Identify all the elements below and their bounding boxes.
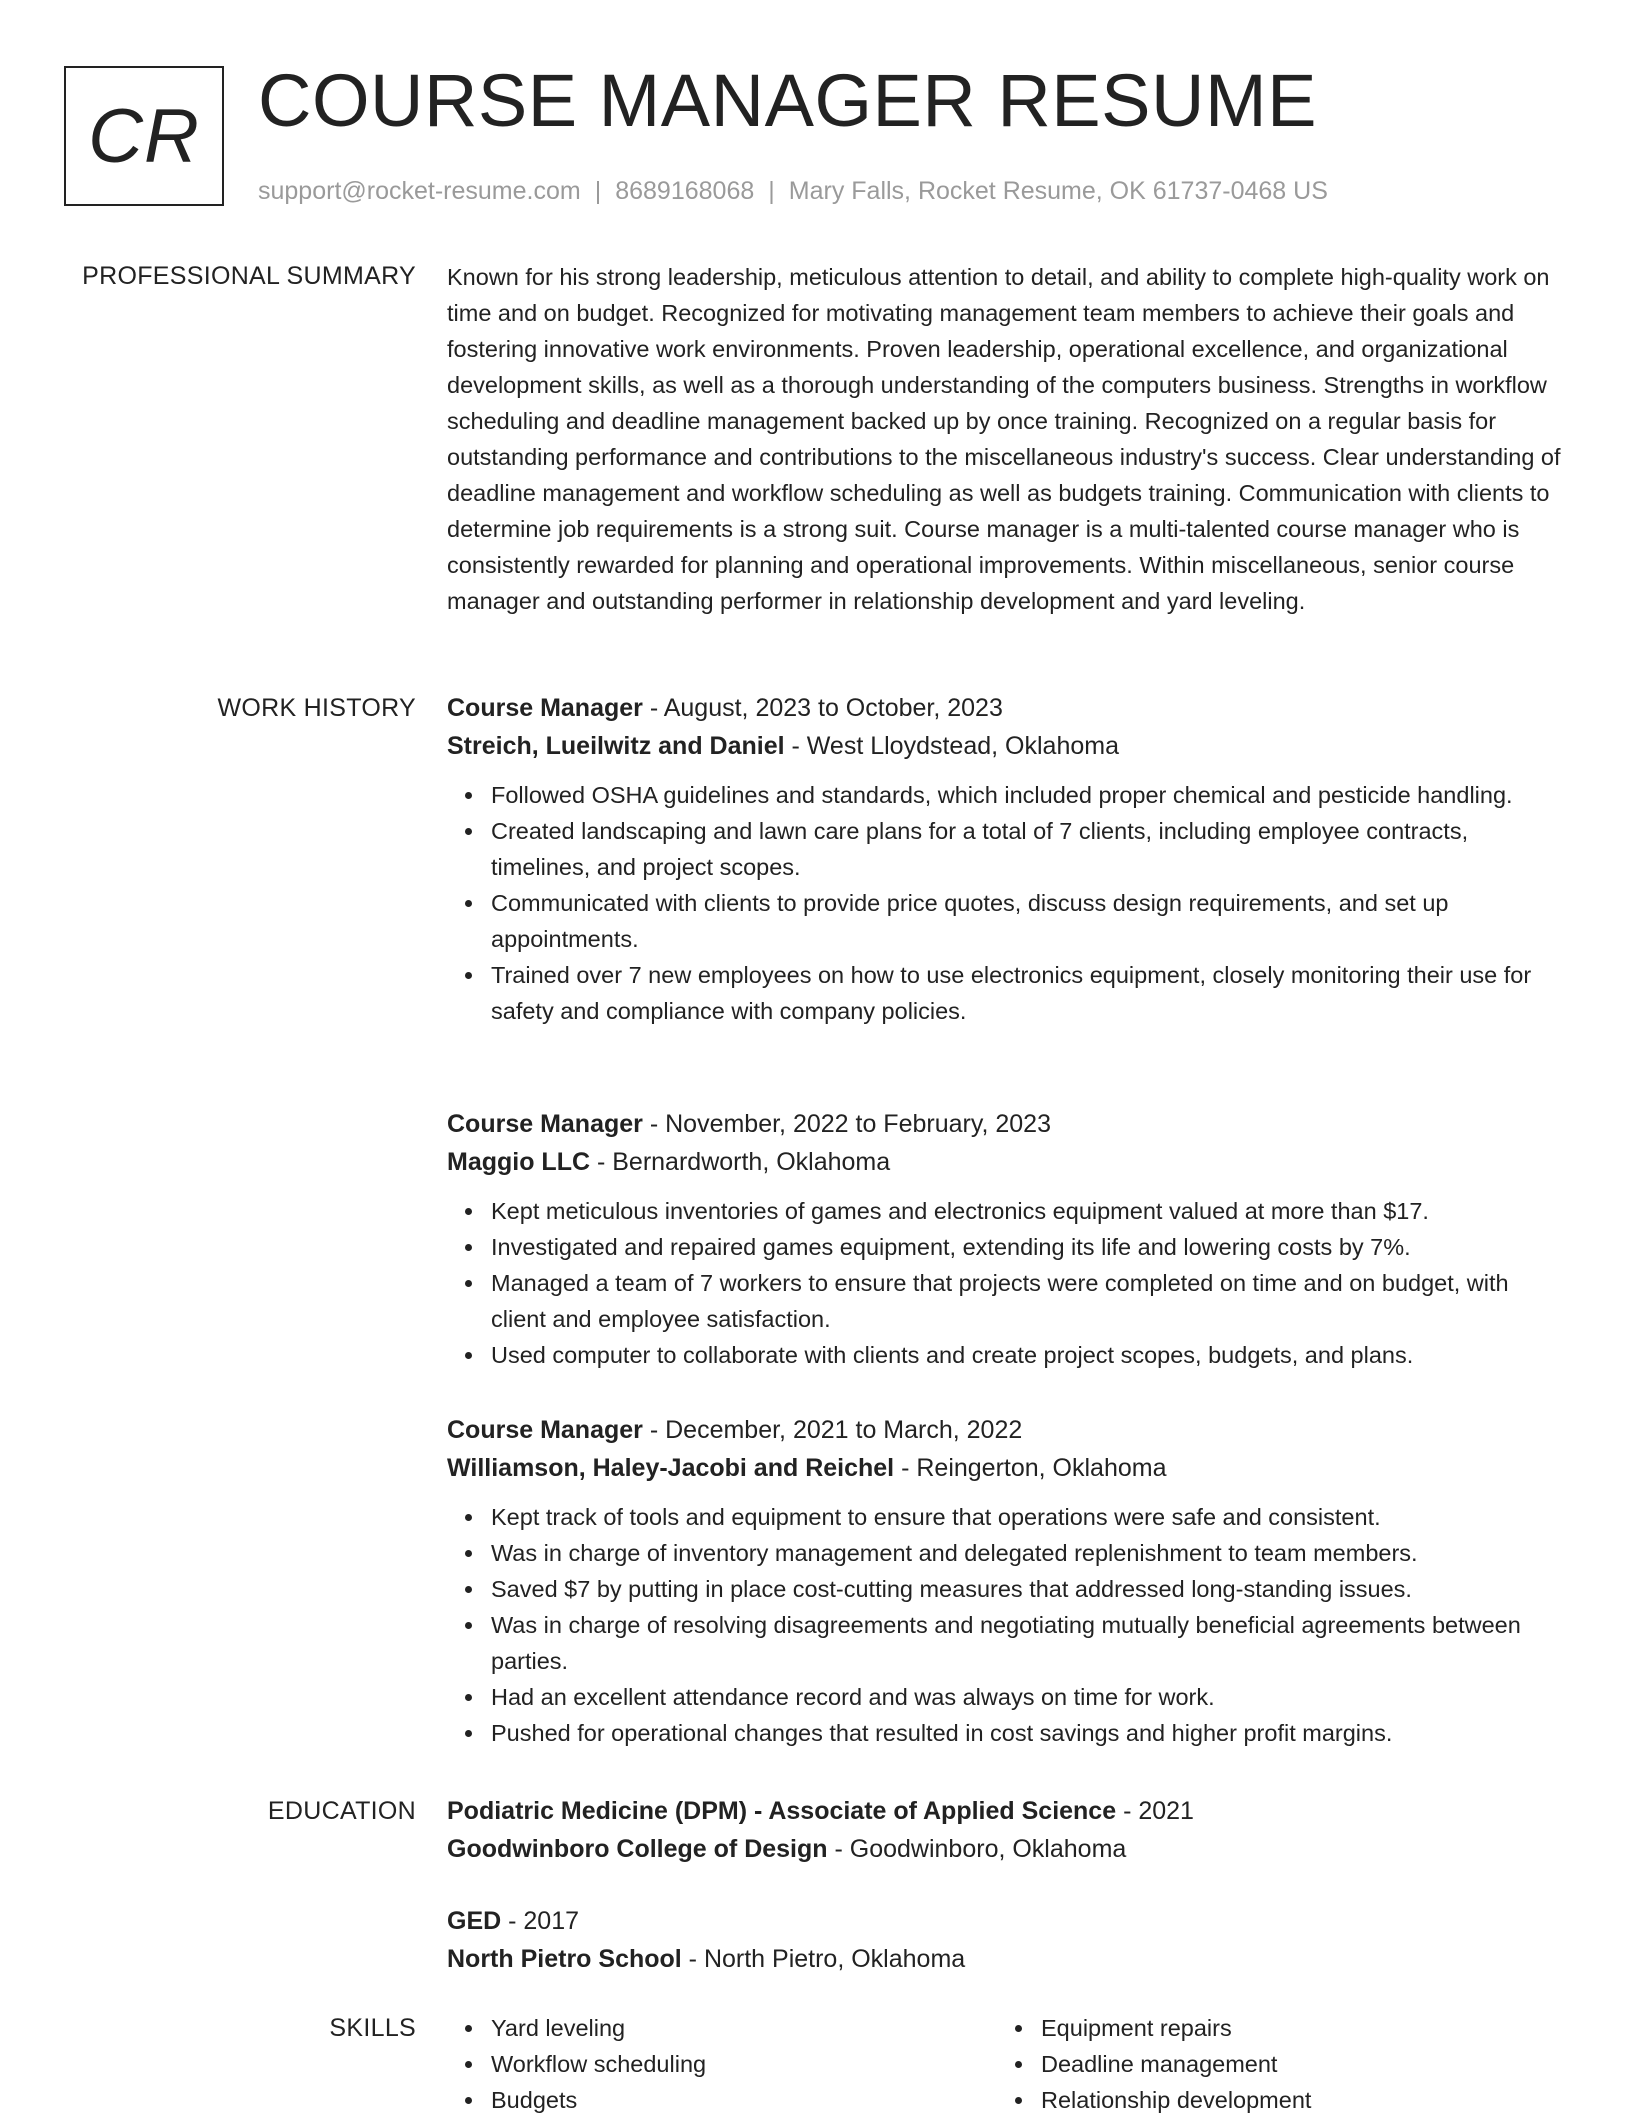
contact-separator: | (768, 177, 775, 205)
skills-section (447, 2010, 1562, 2118)
resume-title: COURSE MANAGER RESUME (258, 59, 1317, 142)
education-entry (447, 1902, 1562, 1978)
summary-text: Known for his strong leadership, meticulous attention to detail, and ability to complete high-quality work on time and on budget. Recognized for motivating management team members to achieve their goals and fostering innovative work environments. Proven leadership, operational excellence, and organizational development skills, as well as a thorough understanding of the computers business. Strengths in workflow scheduling and deadline management backed up by once training. Recognized on a regular basis for outstanding performance and contributions to the miscellaneous industry's success. Clear understanding of deadline management and workflow scheduling as well as budgets training. Communication with clients to determine job requirements is a strong suit. Course manager is a multi-talented course manager who is consistently rewarded for planning and operational improvements. Within miscellaneous, senior course manager and outstanding performer in relationship development and yard leveling. (447, 264, 1561, 614)
school-location: - Goodwinboro, Oklahoma (827, 1835, 1127, 1863)
contact-separator: | (594, 177, 602, 205)
job-duties-list (447, 1499, 1562, 1751)
list-item: Pushed for operational changes that resulted in cost savings and higher profit margins. (491, 1715, 1562, 1751)
job-duties-list (447, 1193, 1562, 1373)
job-title-line (447, 1411, 1562, 1449)
skill-item: Workflow scheduling (491, 2046, 997, 2082)
section-label-education: EDUCATION (267, 1797, 416, 1825)
job-entry (447, 1411, 1562, 1751)
job-dates: - August, 2023 to October, 2023 (642, 694, 1003, 722)
degree-name: GED (447, 1907, 502, 1935)
job-title: Course Manager (447, 1110, 643, 1138)
skill-item: Yard leveling (491, 2010, 997, 2046)
job-company-line (447, 727, 1562, 765)
list-item: Created landscaping and lawn care plans for a total of 7 clients, including employee contracts, timelines, and project scopes. (491, 813, 1562, 885)
school-name: North Pietro School (447, 1945, 682, 1973)
section-label-summary: PROFESSIONAL SUMMARY (82, 262, 416, 290)
skills-list (997, 2010, 1547, 2118)
job-company: Maggio LLC (447, 1148, 591, 1176)
contact-line (258, 174, 1328, 208)
monogram-box (64, 66, 224, 206)
job-location: - Reingerton, Oklahoma (894, 1454, 1167, 1482)
list-item: Followed OSHA guidelines and standards, which included proper chemical and pesticide handling. (491, 777, 1562, 813)
job-dates: - December, 2021 to March, 2022 (642, 1416, 1023, 1444)
list-item: Had an excellent attendance record and was always on time for work. (491, 1679, 1562, 1715)
skill-item: Equipment repairs (1041, 2010, 1547, 2046)
skill-item: Budgets (491, 2082, 997, 2118)
list-item: Managed a team of 7 workers to ensure that projects were completed on time and on budget, with client and employee satisfaction. (491, 1265, 1562, 1337)
contact-phone: 8689168068 (615, 177, 755, 205)
list-item: Saved $7 by putting in place cost-cutting measures that addressed long-standing issues. (491, 1571, 1562, 1607)
school-location: - North Pietro, Oklahoma (681, 1945, 966, 1973)
school-name: Goodwinboro College of Design (447, 1835, 828, 1863)
section-label-skills: SKILLS (329, 2014, 416, 2042)
summary-section (447, 259, 1562, 619)
list-item: Trained over 7 new employees on how to use electronics equipment, closely monitoring their use for safety and compliance with company policies. (491, 957, 1562, 1029)
list-item: Used computer to collaborate with clients and create project scopes, budgets, and plans. (491, 1337, 1562, 1373)
degree-line (447, 1792, 1562, 1830)
degree-year: - 2021 (1116, 1797, 1194, 1825)
list-item: Communicated with clients to provide price quotes, discuss design requirements, and set up appointments. (491, 885, 1562, 957)
contact-address: Mary Falls, Rocket Resume, OK 61737-0468 US (788, 177, 1328, 205)
skills-column-right (997, 2010, 1547, 2118)
job-entry (447, 689, 1562, 1029)
skills-list (447, 2010, 997, 2118)
job-location: - West Lloydstead, Oklahoma (784, 732, 1119, 760)
job-company: Williamson, Haley-Jacobi and Reichel (447, 1454, 895, 1482)
job-company-line (447, 1143, 1562, 1181)
job-title: Course Manager (447, 1416, 643, 1444)
skill-item: Deadline management (1041, 2046, 1547, 2082)
job-company-line (447, 1449, 1562, 1487)
section-label-work: WORK HISTORY (217, 694, 416, 722)
degree-line (447, 1902, 1562, 1940)
school-line (447, 1830, 1562, 1868)
monogram-initials: CR (88, 93, 200, 179)
contact-email: support@rocket-resume.com (258, 177, 581, 205)
skills-column-left (447, 2010, 997, 2118)
degree-name: Podiatric Medicine (DPM) - Associate of Applied Science (447, 1797, 1117, 1825)
job-dates: - November, 2022 to February, 2023 (642, 1110, 1051, 1138)
job-duties-list (447, 777, 1562, 1029)
school-line (447, 1940, 1562, 1978)
list-item: Was in charge of inventory management and delegated replenishment to team members. (491, 1535, 1562, 1571)
skill-item: Relationship development (1041, 2082, 1547, 2118)
job-location: - Bernardworth, Oklahoma (590, 1148, 891, 1176)
job-entry (447, 1105, 1562, 1373)
job-title-line (447, 1105, 1562, 1143)
job-title: Course Manager (447, 694, 643, 722)
education-entry (447, 1792, 1562, 1868)
list-item: Was in charge of resolving disagreements and negotiating mutually beneficial agreements between parties. (491, 1607, 1562, 1679)
degree-year: - 2017 (501, 1907, 580, 1935)
job-title-line (447, 689, 1562, 727)
list-item: Kept meticulous inventories of games and electronics equipment valued at more than $17. (491, 1193, 1562, 1229)
list-item: Kept track of tools and equipment to ensure that operations were safe and consistent. (491, 1499, 1562, 1535)
job-company: Streich, Lueilwitz and Daniel (447, 732, 785, 760)
list-item: Investigated and repaired games equipment, extending its life and lowering costs by 7%. (491, 1229, 1562, 1265)
